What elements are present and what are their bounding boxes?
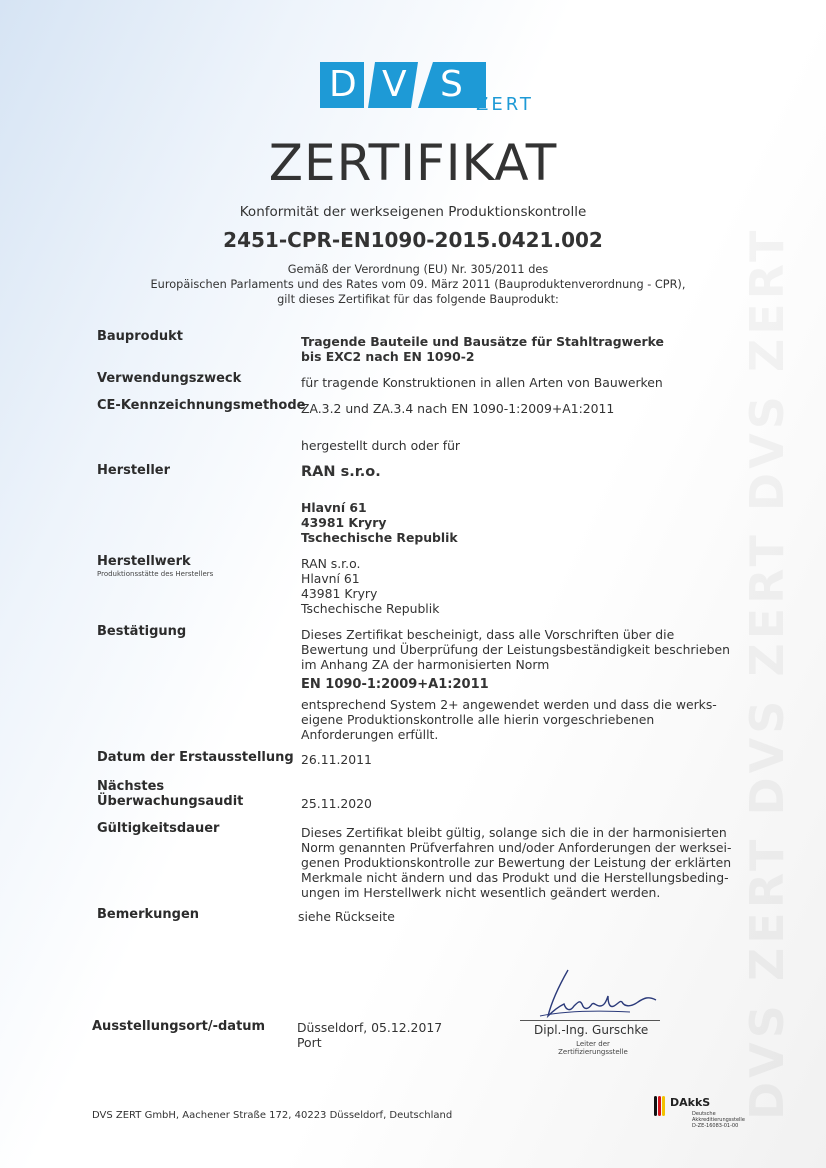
watermark (740, 227, 794, 1120)
value-bestaetigung-2 (301, 697, 717, 742)
address-line: Hlavní 61 (301, 500, 367, 515)
label-verwendungszweck: Verwendungszweck (97, 371, 242, 386)
value-line: entsprechend System 2+ angewendet werden und dass die werks- (301, 697, 717, 712)
hersteller-address (301, 500, 458, 545)
value-line: genen Produktionskontrolle zur Bewertung der Leistung der erklärten (301, 855, 732, 870)
signature-line (520, 1020, 660, 1021)
dakks-logo (654, 1090, 764, 1130)
value-line: Merkmale nicht ändern und das Produkt und die Herstellungsbeding- (301, 870, 729, 885)
value-line: Anforderungen erfüllt. (301, 727, 439, 742)
address-line: 43981 Kryry (301, 515, 387, 530)
value-line: Norm genannten Prüfverfahren und/oder Anforderungen der werksei- (301, 840, 732, 855)
dakks-text (692, 1111, 745, 1129)
dakks-flag-icon (654, 1096, 666, 1116)
intro-line: gilt dieses Zertifikat für das folgende Bauprodukt: (277, 293, 559, 306)
label-erstausstellung: Datum der Erstausstellung (97, 750, 294, 765)
label-hersteller: Hersteller (97, 463, 171, 478)
value-erstausstellung: 26.11.2011 (301, 752, 372, 767)
intro-line: Europäischen Parlaments und des Rates vom 09. März 2011 (Bauproduktenverordnung - CPR), (150, 278, 686, 291)
certificate-number: 2451-CPR-EN1090-2015.0421.002 (223, 228, 603, 252)
certificate-title: ZERTIFIKAT (268, 134, 558, 192)
value-line: bis EXC2 nach EN 1090-2 (301, 349, 475, 364)
value-line: ungen im Herstellwerk nicht wesentlich geändert werden. (301, 885, 661, 900)
value-line: Tschechische Republik (301, 601, 440, 616)
value-ueberwachungsaudit: 25.11.2020 (301, 796, 372, 811)
label-ausstellungsort: Ausstellungsort/-datum (92, 1019, 266, 1034)
label-bestaetigung: Bestätigung (97, 624, 187, 639)
certificate-subtitle: Konformität der werkseigenen Produktionskontrolle (239, 204, 587, 220)
label-bauprodukt: Bauprodukt (97, 329, 184, 344)
label-ce-kennzeichnung: CE-Kennzeichnungsmethode (97, 398, 306, 413)
dakks-line: D-ZE-16083-01-00 (692, 1123, 739, 1129)
value-verwendungszweck: für tragende Konstruktionen in allen Arten von Bauwerken (301, 375, 663, 390)
label-herstellwerk: Herstellwerk (97, 554, 191, 569)
value-ausstellungsort (297, 1020, 442, 1050)
logo-suffix: ZERT (476, 94, 534, 115)
role-line: Leiter der (576, 1040, 610, 1048)
dakks-line: Akkreditierungsstelle (692, 1117, 745, 1123)
intro-text (0, 262, 826, 307)
value-bestaetigung-1 (301, 627, 730, 672)
label-line: Nächstes (97, 779, 165, 794)
value-bauprodukt (301, 334, 664, 364)
hergestellt-durch: hergestellt durch oder für (301, 438, 461, 453)
label-ueberwachungsaudit (97, 779, 243, 809)
value-bestaetigung-norm: EN 1090-1:2009+A1:2011 (301, 677, 489, 692)
value-line: Port (297, 1035, 322, 1050)
sublabel-herstellwerk: Produktionsstätte des Herstellers (97, 570, 214, 578)
hersteller-name: RAN s.r.o. (301, 464, 381, 480)
dakks-name: DAkkS (670, 1096, 711, 1109)
handwritten-signature (520, 966, 670, 1022)
value-line: Bewertung und Überprüfung der Leistungsbeständigkeit beschrieben (301, 642, 730, 657)
value-herstellwerk (301, 556, 439, 616)
value-line: Hlavní 61 (301, 571, 360, 586)
logo-letter-v: V (382, 64, 407, 105)
value-line: Tragende Bauteile und Bausätze für Stahltragwerke (301, 334, 664, 349)
address-line: Tschechische Republik (301, 530, 458, 545)
dvs-zert-logo (320, 62, 550, 120)
signatory-name: Dipl.-Ing. Gurschke (534, 1023, 649, 1037)
logo-letter-s: S (440, 64, 463, 105)
role-line: Zertifizierungsstelle (558, 1048, 628, 1056)
value-line: 43981 Kryry (301, 586, 378, 601)
label-line: Überwachungsaudit (97, 794, 244, 809)
value-bemerkungen: siehe Rückseite (298, 909, 395, 924)
dakks-line: Deutsche (692, 1111, 716, 1117)
issuer-address-footer: DVS ZERT GmbH, Aachener Straße 172, 40223 Düsseldorf, Deutschland (92, 1110, 453, 1121)
value-line: Dieses Zertifikat bescheinigt, dass alle Vorschriften über die (301, 627, 675, 642)
value-ce-kennzeichnung: ZA.3.2 und ZA.3.4 nach EN 1090-1:2009+A1:2011 (301, 401, 615, 416)
value-line: im Anhang ZA der harmonisierten Norm (301, 657, 550, 672)
signatory-role (528, 1040, 658, 1056)
label-bemerkungen: Bemerkungen (97, 907, 200, 922)
value-line: RAN s.r.o. (301, 556, 361, 571)
intro-line: Gemäß der Verordnung (EU) Nr. 305/2011 des (287, 263, 549, 276)
label-gueltigkeitsdauer: Gültigkeitsdauer (97, 821, 220, 836)
value-line: Dieses Zertifikat bleibt gültig, solange sich die in der harmonisierten (301, 825, 727, 840)
value-gueltigkeitsdauer (301, 825, 731, 900)
value-line: Düsseldorf, 05.12.2017 (297, 1020, 443, 1035)
logo-letter-d: D (329, 64, 357, 105)
value-line: eigene Produktionskontrolle alle hierin vorgeschriebenen (301, 712, 655, 727)
